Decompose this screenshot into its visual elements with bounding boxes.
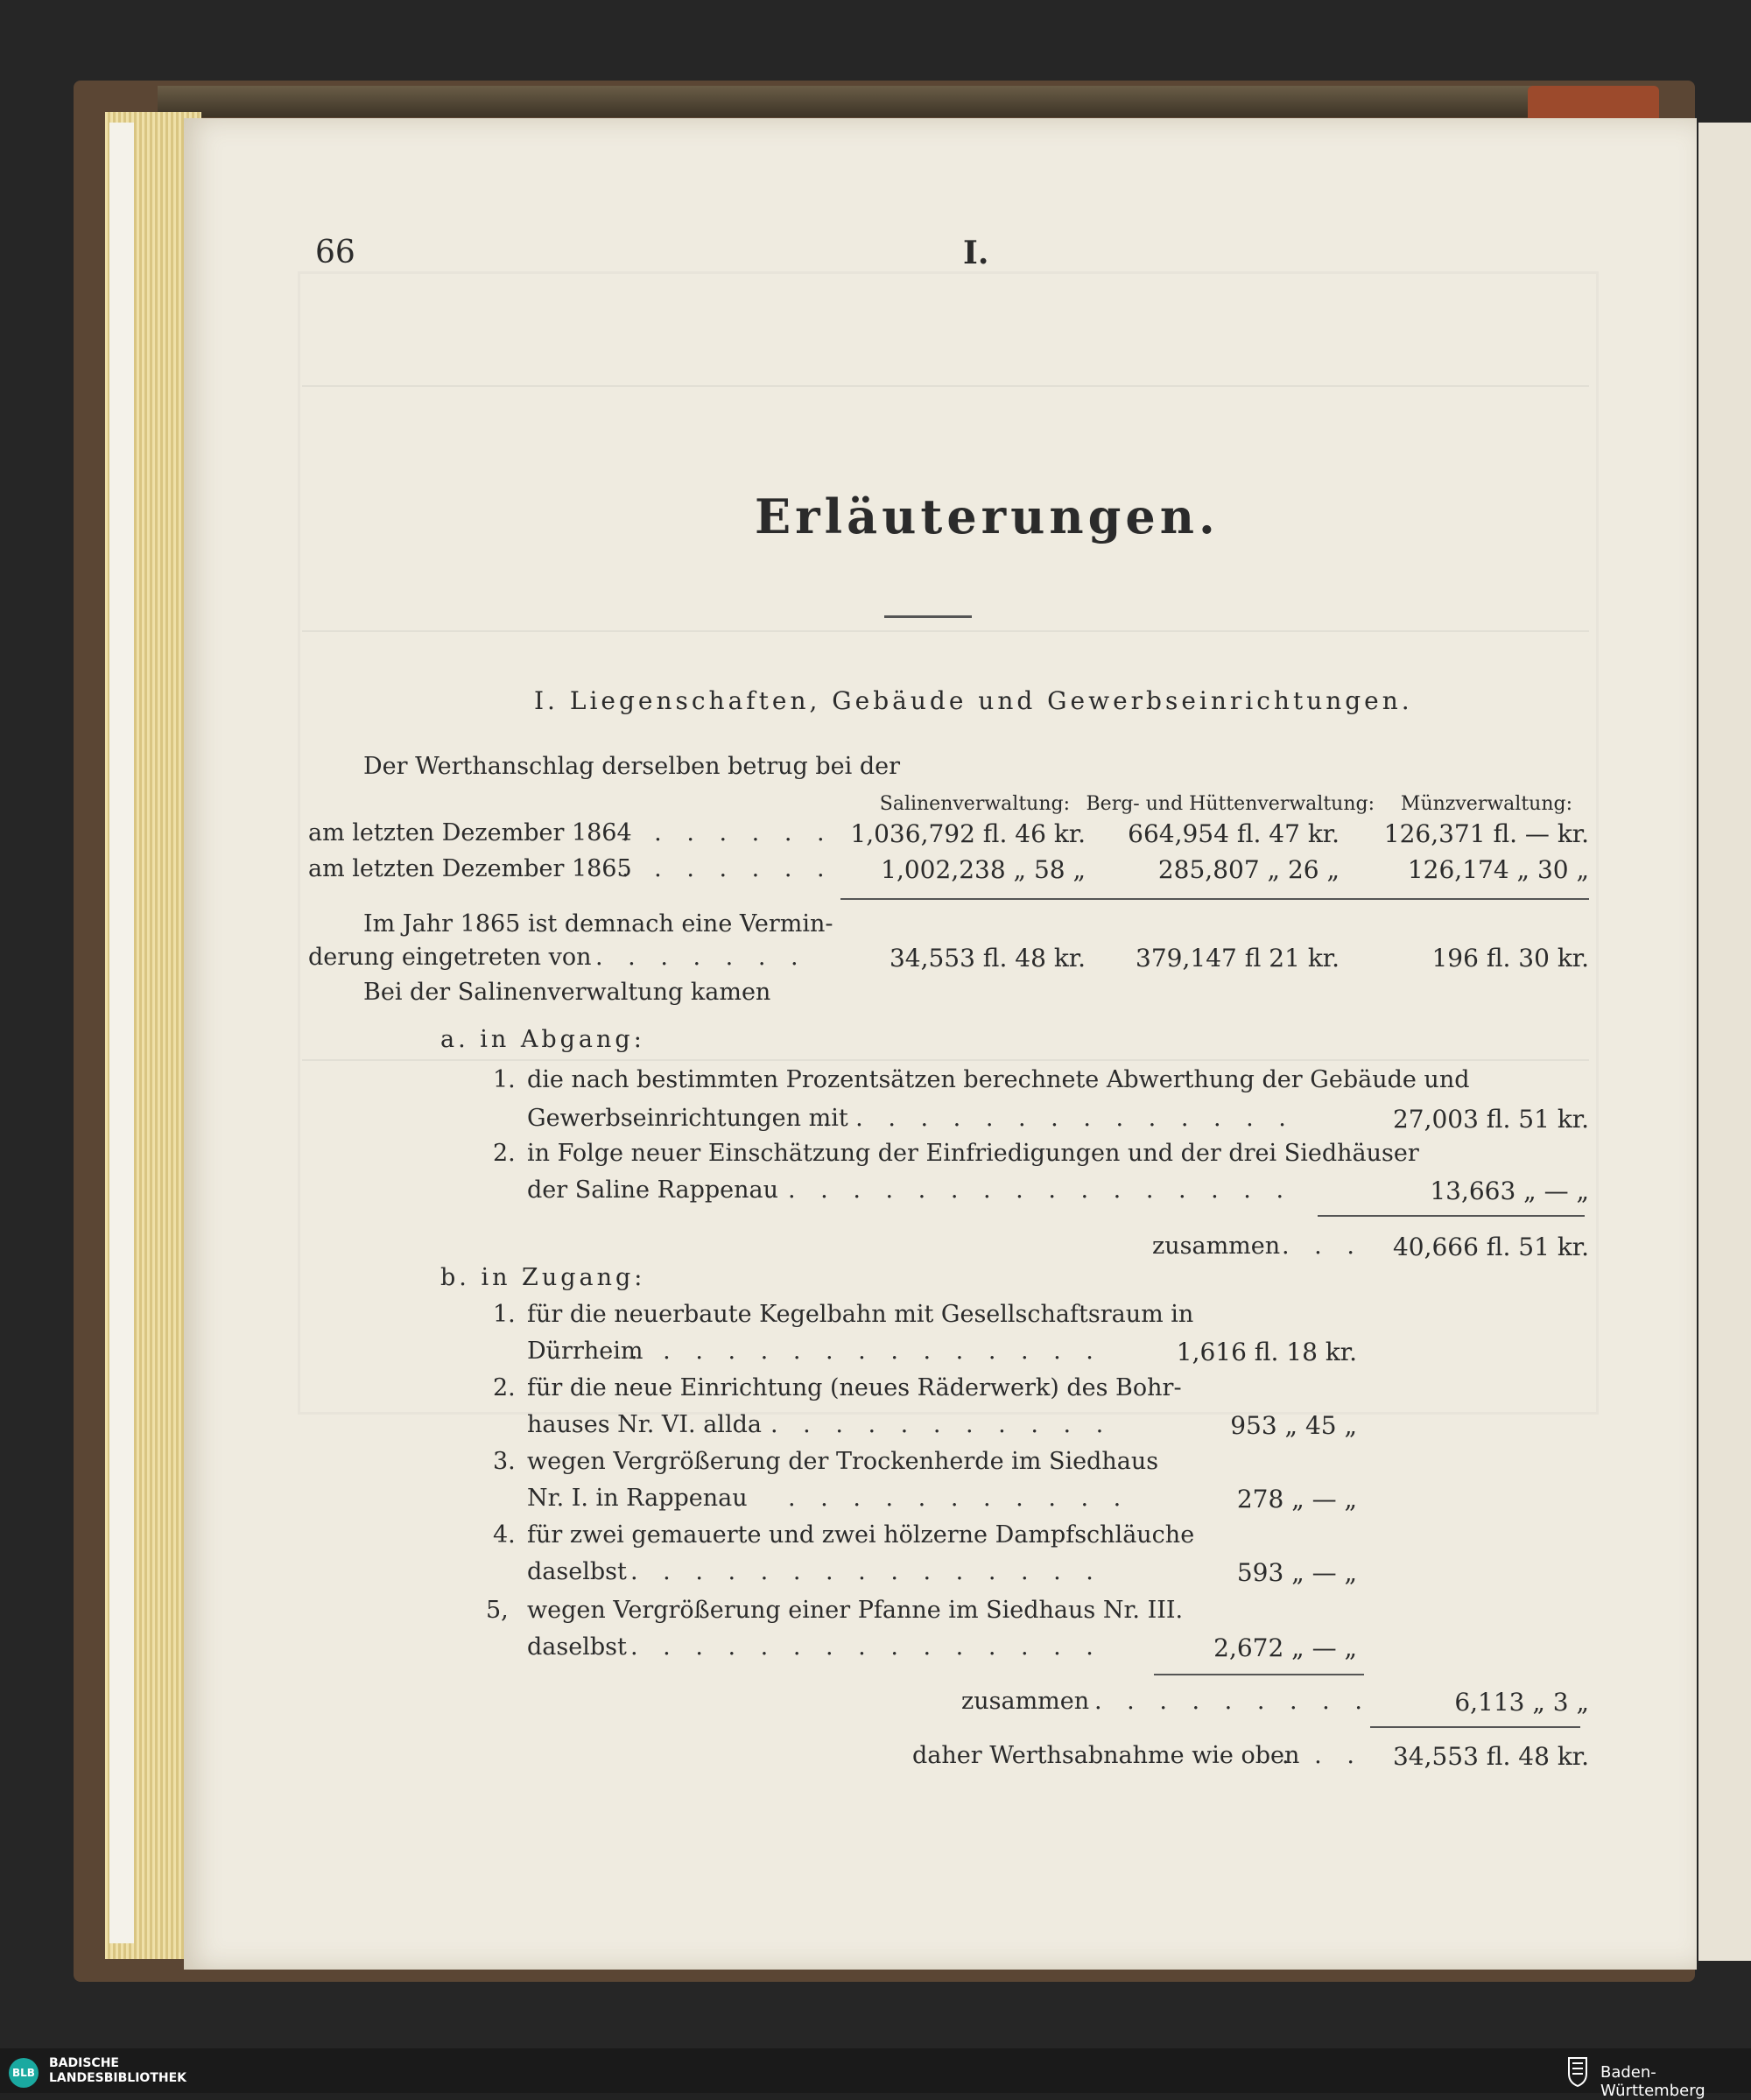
sum-rule <box>1370 1726 1580 1728</box>
abgang-sum-value: 40,666 fl. 51 kr. <box>1392 1233 1589 1261</box>
facing-page-edge <box>1698 123 1751 1961</box>
leader-dots: . . . . . . . . . . . <box>770 1411 1113 1438</box>
reduction-text-line2: derung eingetreten von <box>308 944 592 971</box>
zugang-item-3-value: 278 „ — „ <box>1236 1485 1357 1514</box>
zugang-item-3-line1: wegen Vergrößerung der Trockenherde im Siedhaus <box>527 1448 1159 1475</box>
value-berg-1865: 285,807 „ 26 „ <box>1157 855 1340 884</box>
column-header-muenz: Münzverwaltung: <box>1400 793 1572 815</box>
zugang-item-1-value: 1,616 fl. 18 kr. <box>1176 1338 1357 1366</box>
sum-rule <box>840 898 1589 900</box>
zugang-item-3-line2: Nr. I. in Rappenau <box>527 1485 748 1512</box>
zugang-label: b. in Zugang: <box>440 1264 646 1291</box>
leader-dots: . . . . . . . <box>622 819 833 846</box>
zugang-item-2-value: 953 „ 45 „ <box>1230 1411 1357 1440</box>
zugang-item-4-value: 593 „ — „ <box>1236 1558 1357 1587</box>
leader-dots: . . . <box>1282 1742 1363 1769</box>
zugang-item-4-line2: daselbst <box>527 1558 627 1585</box>
zugang-item-2-line2: hauses Nr. VI. allda <box>527 1411 762 1438</box>
zugang-item-2-line1: für die neue Einrichtung (neues Räderwerk) des Bohr- <box>527 1374 1182 1401</box>
reduction-text-line1: Im Jahr 1865 ist demnach eine Vermin- <box>363 910 833 938</box>
zugang-item-1-line1: für die neuerbaute Kegelbahn mit Gesellschaftsraum in <box>527 1301 1194 1328</box>
item-number: 2. <box>493 1374 516 1401</box>
leader-dots: . . . . . . . . . . . . . . . . <box>788 1176 1293 1204</box>
final-label: daher Werthsabnahme wie oben <box>912 1742 1300 1769</box>
leather-corner <box>1528 86 1659 123</box>
zugang-item-5-value: 2,672 „ — „ <box>1213 1633 1357 1662</box>
bleed-through-line <box>302 385 1589 387</box>
bleed-through-line <box>302 630 1589 632</box>
sum-rule <box>1318 1215 1585 1217</box>
value-berg-1864: 664,954 fl. 47 kr. <box>1128 819 1340 848</box>
row-label: am letzten Dezember 1864 <box>308 819 632 846</box>
value-saline-1865: 1,002,238 „ 58 „ <box>881 855 1086 884</box>
white-page-edge <box>109 123 134 1943</box>
page-title: Erläuterungen. <box>755 488 1220 544</box>
state-name: Baden-Württemberg <box>1600 2063 1705 2100</box>
item-number: 1. <box>493 1066 516 1093</box>
state-coat-of-arms-icon <box>1567 2054 1588 2088</box>
abgang-item-2-value: 13,663 „ — „ <box>1430 1176 1589 1205</box>
abgang-item-2-line1: in Folge neuer Einschätzung der Einfriedigungen und der drei Siedhäuser <box>527 1140 1419 1167</box>
reduction-muenz: 196 fl. 30 kr. <box>1431 944 1589 973</box>
leader-dots: . . . . . . . . . . . <box>788 1485 1130 1512</box>
abgang-item-2-line2: der Saline Rappenau <box>527 1176 779 1204</box>
book-top-edge <box>158 86 1541 117</box>
abgang-item-1-value: 27,003 fl. 51 kr. <box>1392 1105 1589 1134</box>
salinen-intro: Bei der Salinenverwaltung kamen <box>363 979 771 1006</box>
item-number: 2. <box>493 1140 516 1167</box>
abgang-item-1-line1: die nach bestimmten Prozentsätzen berechnete Abwerthung der Gebäude und <box>527 1066 1470 1093</box>
item-number: 4. <box>493 1521 516 1549</box>
column-header-saline: Salinenverwaltung: <box>879 793 1070 815</box>
intro-text: Der Werthanschlag derselben betrug bei der <box>363 753 901 780</box>
section-number: I. <box>963 235 989 271</box>
leader-dots: . . . . . . . . . . . . . . . <box>823 1105 1295 1132</box>
leader-dots: . . . . . . . <box>622 855 833 882</box>
zugang-item-1-line2: Dürrheim <box>527 1338 643 1365</box>
leader-dots: . . . . . . . . . . . . . . . <box>630 1338 1102 1365</box>
leader-dots: . . . <box>1282 1233 1363 1260</box>
reduction-saline: 34,553 fl. 48 kr. <box>889 944 1086 973</box>
footer-bar <box>0 2048 1751 2093</box>
final-value: 34,553 fl. 48 kr. <box>1392 1742 1589 1771</box>
value-muenz-1865: 126,174 „ 30 „ <box>1407 855 1589 884</box>
value-saline-1864: 1,036,792 fl. 46 kr. <box>850 819 1086 848</box>
zugang-sum-label: zusammen <box>961 1688 1090 1715</box>
bleed-through-line <box>302 1059 1589 1061</box>
page-number: 66 <box>315 235 355 270</box>
item-number: 5, <box>486 1597 509 1624</box>
zugang-item-5-line2: daselbst <box>527 1633 627 1661</box>
blb-logo-icon[interactable]: BLB <box>9 2058 39 2088</box>
item-number: 1. <box>493 1301 516 1328</box>
value-muenz-1864: 126,371 fl. — kr. <box>1383 819 1589 848</box>
column-header-berg: Berg- und Hüttenverwaltung: <box>1086 793 1375 815</box>
row-label: am letzten Dezember 1865 <box>308 855 632 882</box>
zugang-item-4-line1: für zwei gemauerte und zwei hölzerne Dampfschläuche <box>527 1521 1195 1549</box>
item-number: 3. <box>493 1448 516 1475</box>
title-divider <box>884 615 972 618</box>
leader-dots: . . . . . . . <box>595 944 807 971</box>
zugang-item-5-line1: wegen Vergrößerung einer Pfanne im Siedhaus Nr. III. <box>527 1597 1184 1624</box>
reduction-berg: 379,147 fl 21 kr. <box>1136 944 1340 973</box>
leader-dots: . . . . . . . . . . . . . . . <box>630 1633 1102 1661</box>
library-name: BADISCHE LANDESBIBLIOTHEK <box>49 2056 187 2085</box>
leader-dots: . . . . . . . . . . . . . . . <box>630 1558 1102 1585</box>
abgang-label: a. in Abgang: <box>440 1026 645 1053</box>
abgang-item-1-line2: Gewerbseinrichtungen mit <box>527 1105 848 1132</box>
abgang-sum-label: zusammen <box>1152 1233 1281 1260</box>
zugang-sum-value: 6,113 „ 3 „ <box>1454 1688 1589 1717</box>
section-heading: I. Liegenschaften, Gebäude und Gewerbseinrichtungen. <box>534 686 1413 715</box>
sum-rule <box>1154 1674 1364 1675</box>
leader-dots: . . . . . . . . . <box>1094 1688 1371 1715</box>
